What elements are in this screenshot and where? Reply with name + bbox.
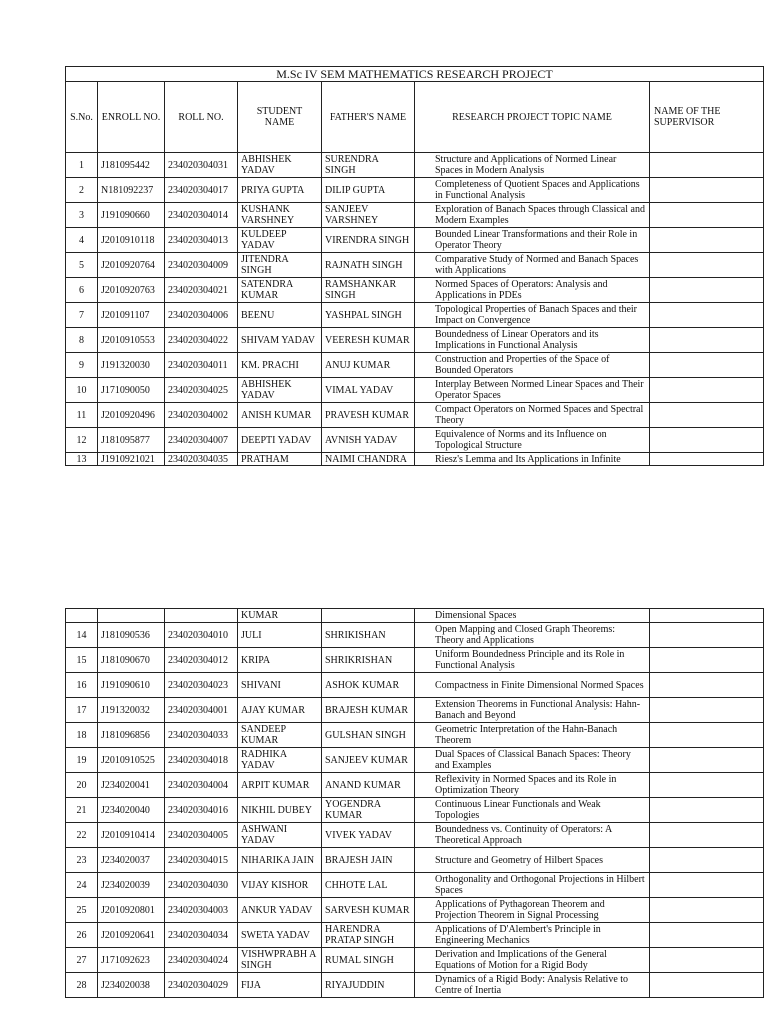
table-row	[66, 798, 764, 823]
cell-enroll-no: J191090660	[98, 203, 165, 228]
table-row	[66, 353, 764, 378]
cell-sno: 4	[66, 228, 98, 253]
cell-enroll-no: J2010910118	[98, 228, 165, 253]
cell-research-topic: Open Mapping and Closed Graph Theorems: Theory and Applications	[415, 623, 650, 648]
cell-supervisor	[650, 773, 764, 798]
cell-enroll-no: J234020041	[98, 773, 165, 798]
cell-student-name: SATENDRA KUMAR	[238, 278, 322, 303]
cell-research-topic: Dual Spaces of Classical Banach Spaces: Theory and Examples	[415, 748, 650, 773]
cell-enroll-no: J191090610	[98, 673, 165, 698]
cell-sno: 1	[66, 153, 98, 178]
table-row	[66, 378, 764, 403]
cell-roll-no: 234020304017	[165, 178, 238, 203]
cell-supervisor	[650, 303, 764, 328]
table-row	[66, 228, 764, 253]
cell-sno: 7	[66, 303, 98, 328]
cell-enroll-no: J2010920496	[98, 403, 165, 428]
cell-student-name: JITENDRA SINGH	[238, 253, 322, 278]
cell-student-name: SHIVAM YADAV	[238, 328, 322, 353]
cell-enroll-no: J234020038	[98, 973, 165, 998]
cell-student-name: KULDEEP YADAV	[238, 228, 322, 253]
cell-research-topic: Reflexivity in Normed Spaces and its Role in Optimization Theory	[415, 773, 650, 798]
cell-research-topic: Derivation and Implications of the General Equations of Motion for a Rigid Body	[415, 948, 650, 973]
cell-supervisor	[650, 178, 764, 203]
cell-supervisor	[650, 353, 764, 378]
cell-research-topic: Continuous Linear Functionals and Weak Topologies	[415, 798, 650, 823]
cell-enroll-no: J2010920764	[98, 253, 165, 278]
table-row	[66, 153, 764, 178]
cell-sno: 13	[66, 453, 98, 466]
cell-research-topic: Structure and Applications of Normed Linear Spaces in Modern Analysis	[415, 153, 650, 178]
cell-student-name: ABHISHEK YADAV	[238, 378, 322, 403]
cell-supervisor	[650, 873, 764, 898]
cell-student-name: RADHIKA YADAV	[238, 748, 322, 773]
cell-enroll-no: J2010920641	[98, 923, 165, 948]
cell-fathers-name: ANUJ KUMAR	[322, 353, 415, 378]
cell-student-name: VIJAY KISHOR	[238, 873, 322, 898]
cell-student-name: JULI	[238, 623, 322, 648]
table-row	[66, 203, 764, 228]
cell-research-topic: Construction and Properties of the Space of Bounded Operators	[415, 353, 650, 378]
cell-student-name: NIKHIL DUBEY	[238, 798, 322, 823]
cell-sno: 3	[66, 203, 98, 228]
cell-enroll-no: J181095442	[98, 153, 165, 178]
cell-fathers-name: GULSHAN SINGH	[322, 723, 415, 748]
cell-fathers-name: BRAJESH JAIN	[322, 848, 415, 873]
cell-fathers-name: SANJEEV KUMAR	[322, 748, 415, 773]
cell-student-name: SHIVANI	[238, 673, 322, 698]
cell-sno: 9	[66, 353, 98, 378]
cell-research-topic: Geometric Interpretation of the Hahn-Banach Theorem	[415, 723, 650, 748]
table-row	[66, 673, 764, 698]
cell-roll-no: 234020304003	[165, 898, 238, 923]
header-supervisor: NAME OF THE SUPERVISOR	[650, 82, 764, 153]
cell-research-topic: Completeness of Quotient Spaces and Applications in Functional Analysis	[415, 178, 650, 203]
table-row	[66, 453, 764, 466]
cell-sno: 25	[66, 898, 98, 923]
cell-sno	[66, 609, 98, 623]
table-row	[66, 723, 764, 748]
cell-roll-no: 234020304009	[165, 253, 238, 278]
cell-sno: 24	[66, 873, 98, 898]
cell-roll-no: 234020304025	[165, 378, 238, 403]
cell-research-topic: Boundedness vs. Continuity of Operators: A Theoretical Approach	[415, 823, 650, 848]
cell-roll-no: 234020304002	[165, 403, 238, 428]
cell-supervisor	[650, 378, 764, 403]
cell-roll-no: 234020304024	[165, 948, 238, 973]
cell-fathers-name: SHRIKISHAN	[322, 623, 415, 648]
cell-roll-no: 234020304023	[165, 673, 238, 698]
cell-sno: 27	[66, 948, 98, 973]
cell-enroll-no: J2010910553	[98, 328, 165, 353]
cell-supervisor	[650, 278, 764, 303]
cell-fathers-name: SARVESH KUMAR	[322, 898, 415, 923]
cell-roll-no: 234020304031	[165, 153, 238, 178]
cell-supervisor	[650, 948, 764, 973]
cell-research-topic: Riesz's Lemma and Its Applications in Infinite	[415, 453, 650, 466]
cell-supervisor	[650, 228, 764, 253]
cell-roll-no: 234020304014	[165, 203, 238, 228]
cell-fathers-name: YOGENDRA KUMAR	[322, 798, 415, 823]
cell-roll-no: 234020304001	[165, 698, 238, 723]
cell-supervisor	[650, 798, 764, 823]
cell-fathers-name: ASHOK KUMAR	[322, 673, 415, 698]
cell-fathers-name: RAMSHANKAR SINGH	[322, 278, 415, 303]
cell-fathers-name: DILIP GUPTA	[322, 178, 415, 203]
cell-fathers-name: RIYAJUDDIN	[322, 973, 415, 998]
cell-fathers-name: ANAND KUMAR	[322, 773, 415, 798]
cell-fathers-name: VIRENDRA SINGH	[322, 228, 415, 253]
cell-fathers-name: AVNISH YADAV	[322, 428, 415, 453]
cell-sno: 10	[66, 378, 98, 403]
cell-sno: 21	[66, 798, 98, 823]
cell-research-topic: Dynamics of a Rigid Body: Analysis Relative to Centre of Inertia	[415, 973, 650, 998]
cell-sno: 26	[66, 923, 98, 948]
cell-roll-no: 234020304012	[165, 648, 238, 673]
header-sno: S.No.	[66, 82, 98, 153]
table-row	[66, 848, 764, 873]
cell-fathers-name: HARENDRA PRATAP SINGH	[322, 923, 415, 948]
cell-sno: 5	[66, 253, 98, 278]
table-row	[66, 328, 764, 353]
table-row	[66, 873, 764, 898]
cell-research-topic: Dimensional Spaces	[415, 609, 650, 623]
cell-supervisor	[650, 648, 764, 673]
cell-research-topic: Comparative Study of Normed and Banach Spaces with Applications	[415, 253, 650, 278]
cell-enroll-no: J234020040	[98, 798, 165, 823]
cell-enroll-no: J2010910414	[98, 823, 165, 848]
cell-roll-no: 234020304013	[165, 228, 238, 253]
cell-roll-no: 234020304016	[165, 798, 238, 823]
cell-supervisor	[650, 898, 764, 923]
table-row	[66, 428, 764, 453]
cell-sno: 22	[66, 823, 98, 848]
cell-research-topic: Equivalence of Norms and its Influence on Topological Structure	[415, 428, 650, 453]
cell-student-name: PRIYA GUPTA	[238, 178, 322, 203]
cell-fathers-name: SURENDRA SINGH	[322, 153, 415, 178]
cell-roll-no: 234020304007	[165, 428, 238, 453]
cell-supervisor	[650, 848, 764, 873]
cell-supervisor	[650, 609, 764, 623]
cell-supervisor	[650, 748, 764, 773]
cell-student-name: KUSHANK VARSHNEY	[238, 203, 322, 228]
table-row	[66, 278, 764, 303]
cell-sno: 20	[66, 773, 98, 798]
cell-enroll-no: J181090536	[98, 623, 165, 648]
table-row	[66, 648, 764, 673]
cell-enroll-no: J191320030	[98, 353, 165, 378]
table-row	[66, 403, 764, 428]
cell-student-name: ARPIT KUMAR	[238, 773, 322, 798]
cell-enroll-no: J201091107	[98, 303, 165, 328]
table-row	[66, 303, 764, 328]
table-row	[66, 623, 764, 648]
cell-roll-no: 234020304034	[165, 923, 238, 948]
cell-enroll-no	[98, 609, 165, 623]
cell-fathers-name: PRAVESH KUMAR	[322, 403, 415, 428]
cell-research-topic: Uniform Boundedness Principle and its Role in Functional Analysis	[415, 648, 650, 673]
cell-research-topic: Interplay Between Normed Linear Spaces and Their Operator Spaces	[415, 378, 650, 403]
cell-roll-no: 234020304005	[165, 823, 238, 848]
cell-supervisor	[650, 253, 764, 278]
cell-enroll-no: J181096856	[98, 723, 165, 748]
cell-enroll-no: J171090050	[98, 378, 165, 403]
table-row	[66, 748, 764, 773]
cell-research-topic: Boundedness of Linear Operators and its Implications in Functional Analysis	[415, 328, 650, 353]
page-title: M.Sc IV SEM MATHEMATICS RESEARCH PROJECT	[66, 67, 764, 82]
cell-student-name: ASHWANI YADAV	[238, 823, 322, 848]
cell-roll-no: 234020304029	[165, 973, 238, 998]
cell-enroll-no: J2010920801	[98, 898, 165, 923]
header-roll-no: ROLL NO.	[165, 82, 238, 153]
cell-supervisor	[650, 723, 764, 748]
continuation-row	[66, 609, 764, 623]
cell-roll-no: 234020304010	[165, 623, 238, 648]
table-row	[66, 698, 764, 723]
header-student-name: STUDENT NAME	[238, 82, 322, 153]
table-row	[66, 253, 764, 278]
cell-fathers-name: VEERESH KUMAR	[322, 328, 415, 353]
cell-roll-no: 234020304018	[165, 748, 238, 773]
cell-enroll-no: J234020039	[98, 873, 165, 898]
cell-sno: 17	[66, 698, 98, 723]
cell-fathers-name: VIVEK YADAV	[322, 823, 415, 848]
cell-student-name: PRATHAM	[238, 453, 322, 466]
cell-student-name: ANISH KUMAR	[238, 403, 322, 428]
cell-sno: 16	[66, 673, 98, 698]
cell-sno: 2	[66, 178, 98, 203]
cell-supervisor	[650, 203, 764, 228]
cell-roll-no: 234020304030	[165, 873, 238, 898]
cell-student-name: SANDEEP KUMAR	[238, 723, 322, 748]
research-project-table-page-1	[65, 66, 764, 466]
cell-roll-no: 234020304015	[165, 848, 238, 873]
cell-student-name: BEENU	[238, 303, 322, 328]
cell-roll-no: 234020304011	[165, 353, 238, 378]
table-row	[66, 923, 764, 948]
cell-sno: 6	[66, 278, 98, 303]
cell-research-topic: Structure and Geometry of Hilbert Spaces	[415, 848, 650, 873]
cell-roll-no: 234020304022	[165, 328, 238, 353]
cell-sno: 12	[66, 428, 98, 453]
cell-enroll-no: J234020037	[98, 848, 165, 873]
cell-fathers-name: BRAJESH KUMAR	[322, 698, 415, 723]
cell-student-name: KRIPA	[238, 648, 322, 673]
cell-research-topic: Exploration of Banach Spaces through Classical and Modern Examples	[415, 203, 650, 228]
cell-sno: 11	[66, 403, 98, 428]
cell-enroll-no: J181095877	[98, 428, 165, 453]
cell-research-topic: Applications of Pythagorean Theorem and Projection Theorem in Signal Processing	[415, 898, 650, 923]
cell-roll-no: 234020304021	[165, 278, 238, 303]
table-row	[66, 773, 764, 798]
header-enroll-no: ENROLL NO.	[98, 82, 165, 153]
cell-student-name: AJAY KUMAR	[238, 698, 322, 723]
cell-fathers-name: RAJNATH SINGH	[322, 253, 415, 278]
cell-supervisor	[650, 153, 764, 178]
table-row	[66, 178, 764, 203]
header-research-topic: RESEARCH PROJECT TOPIC NAME	[415, 82, 650, 153]
cell-fathers-name: SANJEEV VARSHNEY	[322, 203, 415, 228]
cell-student-name: FIJA	[238, 973, 322, 998]
cell-enroll-no: J2010910525	[98, 748, 165, 773]
table-row	[66, 823, 764, 848]
cell-research-topic: Topological Properties of Banach Spaces and their Impact on Convergence	[415, 303, 650, 328]
cell-research-topic: Orthogonality and Orthogonal Projections in Hilbert Spaces	[415, 873, 650, 898]
cell-supervisor	[650, 328, 764, 353]
cell-fathers-name: SHRIKRISHAN	[322, 648, 415, 673]
cell-enroll-no: J2010920763	[98, 278, 165, 303]
table-row	[66, 948, 764, 973]
cell-sno: 15	[66, 648, 98, 673]
cell-roll-no: 234020304004	[165, 773, 238, 798]
cell-fathers-name: VIMAL YADAV	[322, 378, 415, 403]
table-header-row	[66, 82, 764, 153]
cell-enroll-no: N181092237	[98, 178, 165, 203]
cell-sno: 23	[66, 848, 98, 873]
cell-student-name: DEEPTI YADAV	[238, 428, 322, 453]
cell-fathers-name: YASHPAL SINGH	[322, 303, 415, 328]
cell-supervisor	[650, 673, 764, 698]
cell-fathers-name: NAIMI CHANDRA	[322, 453, 415, 466]
cell-fathers-name: CHHOTE LAL	[322, 873, 415, 898]
cell-student-name: ANKUR YADAV	[238, 898, 322, 923]
cell-supervisor	[650, 623, 764, 648]
cell-supervisor	[650, 698, 764, 723]
cell-enroll-no: J181090670	[98, 648, 165, 673]
cell-roll-no: 234020304033	[165, 723, 238, 748]
cell-supervisor	[650, 923, 764, 948]
cell-research-topic: Compact Operators on Normed Spaces and Spectral Theory	[415, 403, 650, 428]
cell-roll-no: 234020304006	[165, 303, 238, 328]
cell-enroll-no: J191320032	[98, 698, 165, 723]
cell-research-topic: Normed Spaces of Operators: Analysis and Applications in PDEs	[415, 278, 650, 303]
cell-fathers-name: RUMAL SINGH	[322, 948, 415, 973]
cell-enroll-no: J171092623	[98, 948, 165, 973]
cell-supervisor	[650, 973, 764, 998]
cell-roll-no	[165, 609, 238, 623]
cell-supervisor	[650, 428, 764, 453]
cell-research-topic: Compactness in Finite Dimensional Normed Spaces	[415, 673, 650, 698]
cell-student-name: ABHISHEK YADAV	[238, 153, 322, 178]
cell-research-topic: Extension Theorems in Functional Analysis: Hahn-Banach and Beyond	[415, 698, 650, 723]
cell-student-name: NIHARIKA JAIN	[238, 848, 322, 873]
table-row	[66, 973, 764, 998]
cell-sno: 18	[66, 723, 98, 748]
cell-supervisor	[650, 823, 764, 848]
research-project-table-page-2	[65, 608, 764, 998]
cell-supervisor	[650, 403, 764, 428]
cell-roll-no: 234020304035	[165, 453, 238, 466]
cell-supervisor	[650, 453, 764, 466]
cell-fathers-name	[322, 609, 415, 623]
cell-research-topic: Bounded Linear Transformations and their Role in Operator Theory	[415, 228, 650, 253]
cell-student-name: KM. PRACHI	[238, 353, 322, 378]
cell-enroll-no: J1910921021	[98, 453, 165, 466]
cell-sno: 14	[66, 623, 98, 648]
cell-sno: 8	[66, 328, 98, 353]
cell-student-name: VISHWPRABH A SINGH	[238, 948, 322, 973]
cell-sno: 19	[66, 748, 98, 773]
cell-research-topic: Applications of D'Alembert's Principle in Engineering Mechanics	[415, 923, 650, 948]
cell-student-name: SWETA YADAV	[238, 923, 322, 948]
cell-student-name: KUMAR	[238, 609, 322, 623]
header-fathers-name: FATHER'S NAME	[322, 82, 415, 153]
table-row	[66, 898, 764, 923]
cell-sno: 28	[66, 973, 98, 998]
